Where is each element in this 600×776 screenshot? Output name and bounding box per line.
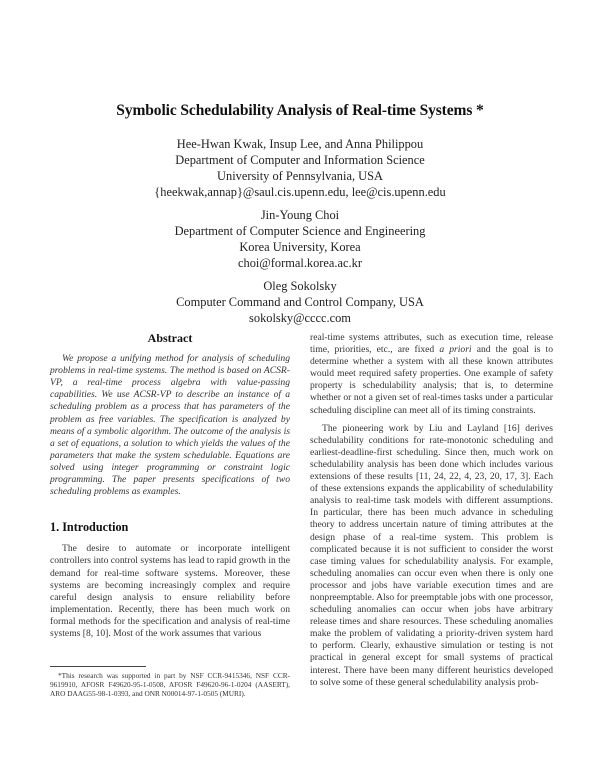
author-institution: Korea University, Korea	[239, 240, 361, 254]
author-department: Department of Computer Science and Engineering	[174, 224, 426, 238]
abstract-heading: Abstract	[147, 331, 193, 345]
text-span: and the goal is to determine whether a system with all these known attributes would meet required safety properties. One example of safety property is schedulability analysis; that is, to determine whether or not a given set of real-times tasks under a particular scheduling discipline can meet all of its timing constraints.	[310, 344, 553, 416]
author-block-korea	[0, 207, 600, 271]
intro-paragraph-1: The desire to automate or incorporate intelligent controllers into control systems has lead to rapid growth in the demand for real-time software systems. Moreover, these systems are becoming increasingly complex and require careful design analysis to ensure reliability before implementation. Recently, there has been much work on formal methods for the specification and analysis of real-time systems [8, 10]. Most of the work assumes that various	[50, 543, 290, 639]
author-institution: University of Pennsylvania, USA	[217, 169, 383, 183]
author-block-penn	[0, 136, 600, 200]
author-list	[0, 136, 600, 333]
left-column	[50, 332, 290, 646]
author-email: sokolsky@cccc.com	[249, 311, 351, 325]
intro-paragraph-1-continued	[310, 332, 553, 417]
footnote-divider	[50, 666, 146, 667]
author-names: Hee-Hwan Kwak, Insup Lee, and Anna Philippou	[176, 137, 424, 151]
author-block-cccc	[0, 278, 600, 326]
intro-paragraph-2: The pioneering work by Liu and Layland [16] derives schedulability conditions for rate-monotonic scheduling and earliest-deadline-first scheduling. Since then, much work on schedulability analysis has been done which includes various extensions of these results [11, 24, 22, 4, 23, 20, 17, 3]. Each of these extensions expands the applicability of schedulability analysis to real-time task models with different assumptions. In particular, there has been much advance in scheduling theory to address uncertain nature of timing attributes at the design phase of a real-time system. This problem is complicated because it is not sufficient to consider the worst case timing values for schedulability analysis. For example, scheduling anomalies can occur even when there is only one processor and jobs have variable execution times and are nonpreemptable. Also for preemptable jobs with one processor, scheduling anomalies can occur when jobs have arbitrary release times and share resources. These scheduling anomalies make the problem of validating a priority-driven system hard to perform. Clearly, exhaustive simulation or testing is not practical in general except for small systems of practical interest. There have been many different heuristics developed to solve some of these general schedulability analysis prob-	[310, 422, 553, 688]
author-names: Oleg Sokolsky	[263, 279, 337, 293]
funding-footnote: *This research was supported in part by NSF CCR-9415346, NSF CCR-9619910, AFOSR F49620-95-1-0508, AFOSR F49620-96-1-0204 (AASERT), ARO DAAG55-98-1-0393, and ONR N00014-97-1-0505 (MURI).	[50, 671, 290, 699]
abstract-text: We propose a unifying method for analysis of scheduling problems in real-time systems. The method is based on ACSR-VP, a real-time process algebra with value-passing capabilities. We use ACSR-VP to describe an instance of a scheduling problem as a process that has parameters of the problem as free variables. The specification is analyzed by means of a symbolic algorithm. The outcome of the analysis is a set of equations, a solution to which yields the values of the parameters that make the system schedulable. Equations are solved using integer programming or constraint logic programming. The paper presents specifications of two scheduling problems as examples.	[50, 353, 290, 498]
author-institution: Computer Command and Control Company, USA	[176, 295, 424, 309]
text-span: real-time systems attributes, such as execution time, release time, priorities, etc., are fixed	[310, 332, 553, 356]
author-department: Department of Computer and Information Science	[175, 153, 425, 167]
italic-term: a priori	[439, 344, 472, 356]
author-names: Jin-Young Choi	[260, 208, 340, 222]
right-column	[310, 332, 553, 695]
author-email: {heekwak,annap}@saul.cis.upenn.edu, lee@cis.upenn.edu	[154, 185, 446, 199]
author-email: choi@formal.korea.ac.kr	[238, 256, 362, 270]
section-heading-introduction: 1. Introduction	[50, 520, 129, 535]
paper-title: Symbolic Schedulability Analysis of Real-time Systems *	[116, 102, 484, 119]
